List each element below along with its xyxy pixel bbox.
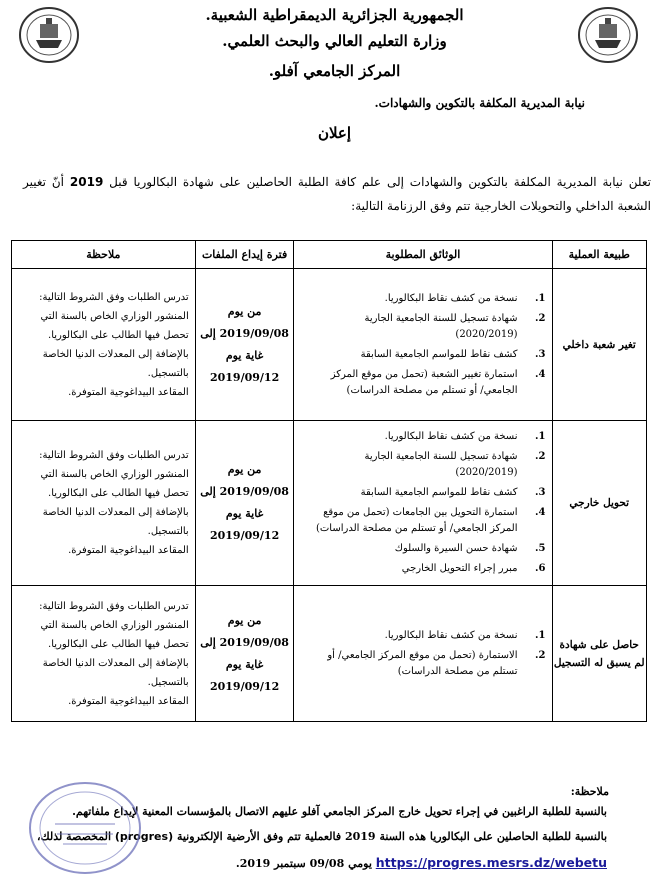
document-item: 1. نسخة من كشف نقاط البكالوريا.: [384, 629, 546, 641]
document-item: 2. شهادة تسجيل للسنة الجامعية الجارية (2020/2019): [364, 451, 546, 478]
footer-year: 2019: [344, 830, 376, 843]
platform-name: (progres): [114, 830, 174, 843]
document-item: 5. شهادة حسن السيرة والسلوك: [394, 543, 546, 554]
header-operation-type: طبيعة العملية: [552, 241, 647, 269]
period-cell: من يوم 2019/09/08 إلى غاية يوم 2019/09/12: [195, 269, 294, 421]
document-item: 2. شهادة تسجيل للسنة الجامعية الجارية (2020/2019): [364, 312, 546, 340]
documents-cell: [294, 269, 552, 421]
operation-type-cell: تحويل خارجي: [552, 421, 647, 586]
footer-dates: يومي 09/08 سبتمبر 2019.: [235, 857, 372, 870]
period-cell: من يوم 2019/09/08 إلى غاية يوم 2019/09/12: [195, 421, 294, 586]
header-ministry: وزارة التعليم العالي والبحث العلمي.: [222, 32, 447, 50]
header-notes: ملاحظة: [12, 241, 196, 269]
document-item: 6. مبرر إجراء التحويل الخارجي: [401, 563, 546, 574]
schedule-table: [11, 240, 647, 722]
header-republic: الجمهورية الجزائرية الديمقراطية الشعبية.: [205, 6, 464, 24]
intro-before-year: تعلن نيابة المديرية المكلفة بالتكوين والشهادات إلى علم كافة الطلبة الحاصلين على شهادة البكالوريا قبل: [109, 175, 651, 189]
header-center: المركز الجامعي آفلو.: [268, 62, 401, 80]
footer-notes-heading: ملاحظة:: [570, 785, 609, 798]
operation-type-cell: حاصل على شهادة لم يسبق له التسجيل: [552, 586, 647, 722]
document-item: 1. نسخة من كشف نقاط البكالوريا.: [384, 431, 546, 442]
intro-after-year: أنّ تغيير الشعبة الداخلي والتحويلات الخارجية تتم وفق الرزنامة التالية:: [23, 175, 651, 213]
progres-platform-link[interactable]: https://progres.mesrs.dz/webetu: [375, 855, 607, 870]
document-item: 2. الاستمارة (تحمل من موقع المركز الجامعي/ أو تستلم من مصلحة الدراسات): [327, 649, 546, 677]
header-submission-period: فترة إيداع الملفات: [195, 241, 294, 269]
header-required-documents: الوثائق المطلوبة: [294, 241, 552, 269]
document-item: 4. استمارة تغيير الشعبة (تحمل من موقع المركز الجامعي/ أو تستلم من مصلحة الدراسات): [330, 368, 546, 396]
document-item: 4. استمارة التحويل بين الجامعات (تحمل من موقع المركز الجامعي/ أو تستلم من مصلحة الدراسات): [315, 507, 546, 534]
period-cell: من يوم 2019/09/08 إلى غاية يوم 2019/09/12: [195, 586, 294, 722]
table-row: [12, 269, 647, 421]
document-item: 3. كشف نقاط للمواسم الجامعية السابقة: [360, 487, 546, 498]
table-row: [12, 586, 647, 722]
department-name: نيابة المديرية المكلفة بالتكوين والشهادات.: [374, 96, 585, 110]
table-header-row: [12, 241, 647, 269]
footer-note-dates: [236, 855, 607, 870]
documents-cell: [294, 421, 552, 586]
table-row: [12, 421, 647, 586]
footer-note-external-transfer: بالنسبة للطلبة الراغبين في إجراء تحويل خارج المركز الجامعي آفلو عليهم الاتصال بالمؤسسات المعنية لإيداع ملفاتهم.: [72, 805, 607, 818]
intro-year: 2019: [69, 175, 104, 189]
footer-note-new-graduates: بالنسبة للطلبة الحاصلين على البكالوريا هذه السنة 2019 فالعملية تتم وفق الأرضية الإلكترونية (progres) المخصصة لذلك،: [37, 830, 607, 843]
official-stamp: [25, 778, 145, 878]
notes-cell: تدرس الطلبات وفق الشروط التالية: المنشور الوزاري الخاص بالسنة التي تحصل فيها الطالب على البكالوريا. بالإضافة إلى المعدلات الدنيا الخاصة بالتسجيل. المقاعد البيداغوجية المتوفرة.: [12, 586, 196, 722]
operation-type-cell: تغير شعبة داخلي: [552, 269, 647, 421]
document-item: 1. نسخة من كشف نقاط البكالوريا.: [384, 292, 546, 304]
intro-paragraph: [23, 170, 651, 218]
documents-cell: [294, 586, 552, 722]
document-item: 3. كشف نقاط للمواسم الجامعية السابقة: [360, 348, 546, 360]
notes-cell: تدرس الطلبات وفق الشروط التالية: المنشور الوزاري الخاص بالسنة التي تحصل فيها الطالب على البكالوريا. بالإضافة إلى المعدلات الدنيا الخاصة بالتسجيل. المقاعد البيداغوجية المتوفرة.: [12, 269, 196, 421]
notes-cell: تدرس الطلبات وفق الشروط التالية: المنشور الوزاري الخاص بالسنة التي تحصل فيها الطالب على البكالوريا. بالإضافة إلى المعدلات الدنيا الخاصة بالتسجيل. المقاعد البيداغوجية المتوفرة.: [12, 421, 196, 586]
page-title: إعلان: [317, 124, 352, 142]
